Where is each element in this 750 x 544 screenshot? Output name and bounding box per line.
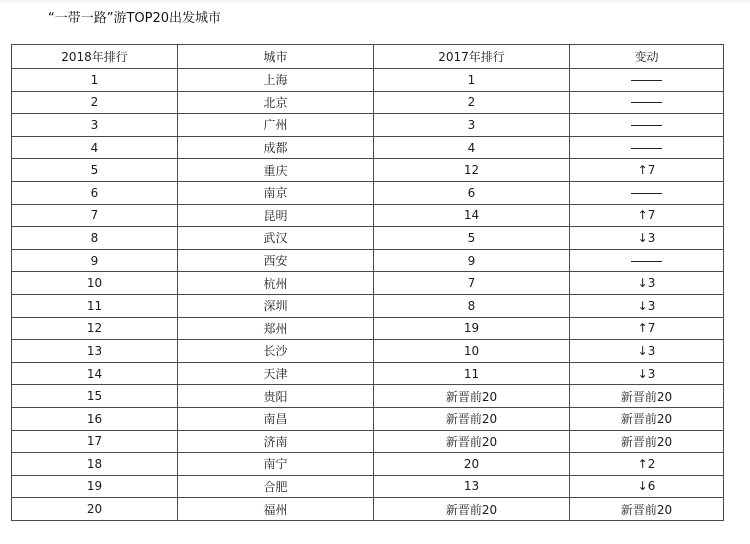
rank-2017-cell: 新晋前20 [374, 498, 570, 521]
change-cell [570, 340, 724, 363]
change-cell [570, 227, 724, 250]
table-row [12, 204, 724, 227]
change-cell [570, 272, 724, 295]
city-cell: 深圳 [178, 294, 374, 317]
rank-2018-cell: 13 [12, 340, 178, 363]
rank-down-value: ↓3 [637, 276, 656, 291]
rank-2017-cell: 19 [374, 317, 570, 340]
rank-2017-cell: 6 [374, 181, 570, 204]
change-cell [570, 498, 724, 521]
rank-2018-cell: 6 [12, 181, 178, 204]
city-cell: 广州 [178, 114, 374, 137]
rank-down-value: ↓3 [637, 366, 656, 381]
rank-2017-cell: 新晋前20 [374, 430, 570, 453]
change-cell [570, 159, 724, 182]
change-cell [570, 317, 724, 340]
rank-2017-cell: 14 [374, 204, 570, 227]
rank-2018-cell: 10 [12, 272, 178, 295]
table-row [12, 453, 724, 476]
rank-2017-cell: 12 [374, 159, 570, 182]
page-title: “一带一路”游TOP20出发城市 [48, 11, 222, 26]
header-city: 城市 [178, 45, 374, 69]
rank-2018-cell: 17 [12, 430, 178, 453]
rank-up-value: ↑2 [637, 456, 656, 471]
table-row [12, 498, 724, 521]
change-cell [570, 385, 724, 408]
rank-2018-cell: 4 [12, 136, 178, 159]
no-change-dash [631, 148, 662, 149]
rank-2017-cell: 9 [374, 249, 570, 272]
table-row [12, 294, 724, 317]
rank-up-value: ↑7 [637, 321, 656, 336]
ranking-table [11, 44, 724, 521]
table-row [12, 69, 724, 92]
rank-2017-cell: 新晋前20 [374, 385, 570, 408]
table-row [12, 362, 724, 385]
rank-2018-cell: 7 [12, 204, 178, 227]
rank-down-value: ↓6 [637, 479, 656, 494]
rank-2018-cell: 12 [12, 317, 178, 340]
new-entry-value: 新晋前20 [620, 434, 673, 449]
change-cell [570, 362, 724, 385]
city-cell: 福州 [178, 498, 374, 521]
change-cell [570, 407, 724, 430]
no-change-dash [631, 193, 662, 194]
rank-2018-cell: 3 [12, 114, 178, 137]
top-divider [0, 0, 750, 5]
rank-2018-cell: 18 [12, 453, 178, 476]
city-cell: 南宁 [178, 453, 374, 476]
table-row [12, 159, 724, 182]
new-entry-value: 新晋前20 [620, 502, 673, 517]
change-cell [570, 69, 724, 92]
change-cell [570, 136, 724, 159]
no-change-dash [631, 102, 662, 103]
table-row [12, 430, 724, 453]
city-cell: 昆明 [178, 204, 374, 227]
rank-2018-cell: 16 [12, 407, 178, 430]
city-cell: 重庆 [178, 159, 374, 182]
rank-up-value: ↑7 [637, 208, 656, 223]
change-cell [570, 181, 724, 204]
header-change: 变动 [570, 45, 724, 69]
city-cell: 上海 [178, 69, 374, 92]
table-row [12, 340, 724, 363]
rank-2017-cell: 11 [374, 362, 570, 385]
rank-2017-cell: 新晋前20 [374, 407, 570, 430]
city-cell: 北京 [178, 91, 374, 114]
change-cell [570, 475, 724, 498]
no-change-dash [631, 125, 662, 126]
new-entry-value: 新晋前20 [620, 412, 673, 427]
table-row [12, 114, 724, 137]
rank-2018-cell: 5 [12, 159, 178, 182]
change-cell [570, 114, 724, 137]
city-cell: 郑州 [178, 317, 374, 340]
city-cell: 济南 [178, 430, 374, 453]
city-cell: 长沙 [178, 340, 374, 363]
table-row [12, 272, 724, 295]
table-row [12, 249, 724, 272]
city-cell: 南京 [178, 181, 374, 204]
city-cell: 成都 [178, 136, 374, 159]
rank-2017-cell: 4 [374, 136, 570, 159]
header-rank-2018: 2018年排行 [12, 45, 178, 69]
city-cell: 杭州 [178, 272, 374, 295]
no-change-dash [631, 261, 662, 262]
rank-2018-cell: 15 [12, 385, 178, 408]
change-cell [570, 294, 724, 317]
change-cell [570, 430, 724, 453]
rank-2017-cell: 2 [374, 91, 570, 114]
change-cell [570, 91, 724, 114]
rank-2018-cell: 2 [12, 91, 178, 114]
rank-2017-cell: 13 [374, 475, 570, 498]
rank-2018-cell: 11 [12, 294, 178, 317]
table-row [12, 407, 724, 430]
city-cell: 武汉 [178, 227, 374, 250]
rank-2017-cell: 7 [374, 272, 570, 295]
city-cell: 贵阳 [178, 385, 374, 408]
rank-down-value: ↓3 [637, 343, 656, 358]
city-cell: 天津 [178, 362, 374, 385]
table-header-row [12, 45, 724, 69]
change-cell [570, 249, 724, 272]
table-row [12, 227, 724, 250]
city-cell: 西安 [178, 249, 374, 272]
table-row [12, 91, 724, 114]
rank-2018-cell: 14 [12, 362, 178, 385]
rank-2017-cell: 3 [374, 114, 570, 137]
change-cell [570, 453, 724, 476]
rank-down-value: ↓3 [637, 298, 656, 313]
change-cell [570, 204, 724, 227]
table-row [12, 317, 724, 340]
rank-2018-cell: 1 [12, 69, 178, 92]
table-row [12, 181, 724, 204]
rank-2017-cell: 10 [374, 340, 570, 363]
rank-2017-cell: 5 [374, 227, 570, 250]
table-row [12, 136, 724, 159]
header-rank-2017: 2017年排行 [374, 45, 570, 69]
city-cell: 南昌 [178, 407, 374, 430]
new-entry-value: 新晋前20 [620, 389, 673, 404]
rank-up-value: ↑7 [637, 163, 656, 178]
rank-2017-cell: 20 [374, 453, 570, 476]
rank-2017-cell: 8 [374, 294, 570, 317]
rank-2018-cell: 8 [12, 227, 178, 250]
rank-2018-cell: 19 [12, 475, 178, 498]
rank-down-value: ↓3 [637, 230, 656, 245]
rank-2017-cell: 1 [374, 69, 570, 92]
table-row [12, 475, 724, 498]
city-cell: 合肥 [178, 475, 374, 498]
table-row [12, 385, 724, 408]
rank-2018-cell: 20 [12, 498, 178, 521]
rank-2018-cell: 9 [12, 249, 178, 272]
no-change-dash [631, 80, 662, 81]
